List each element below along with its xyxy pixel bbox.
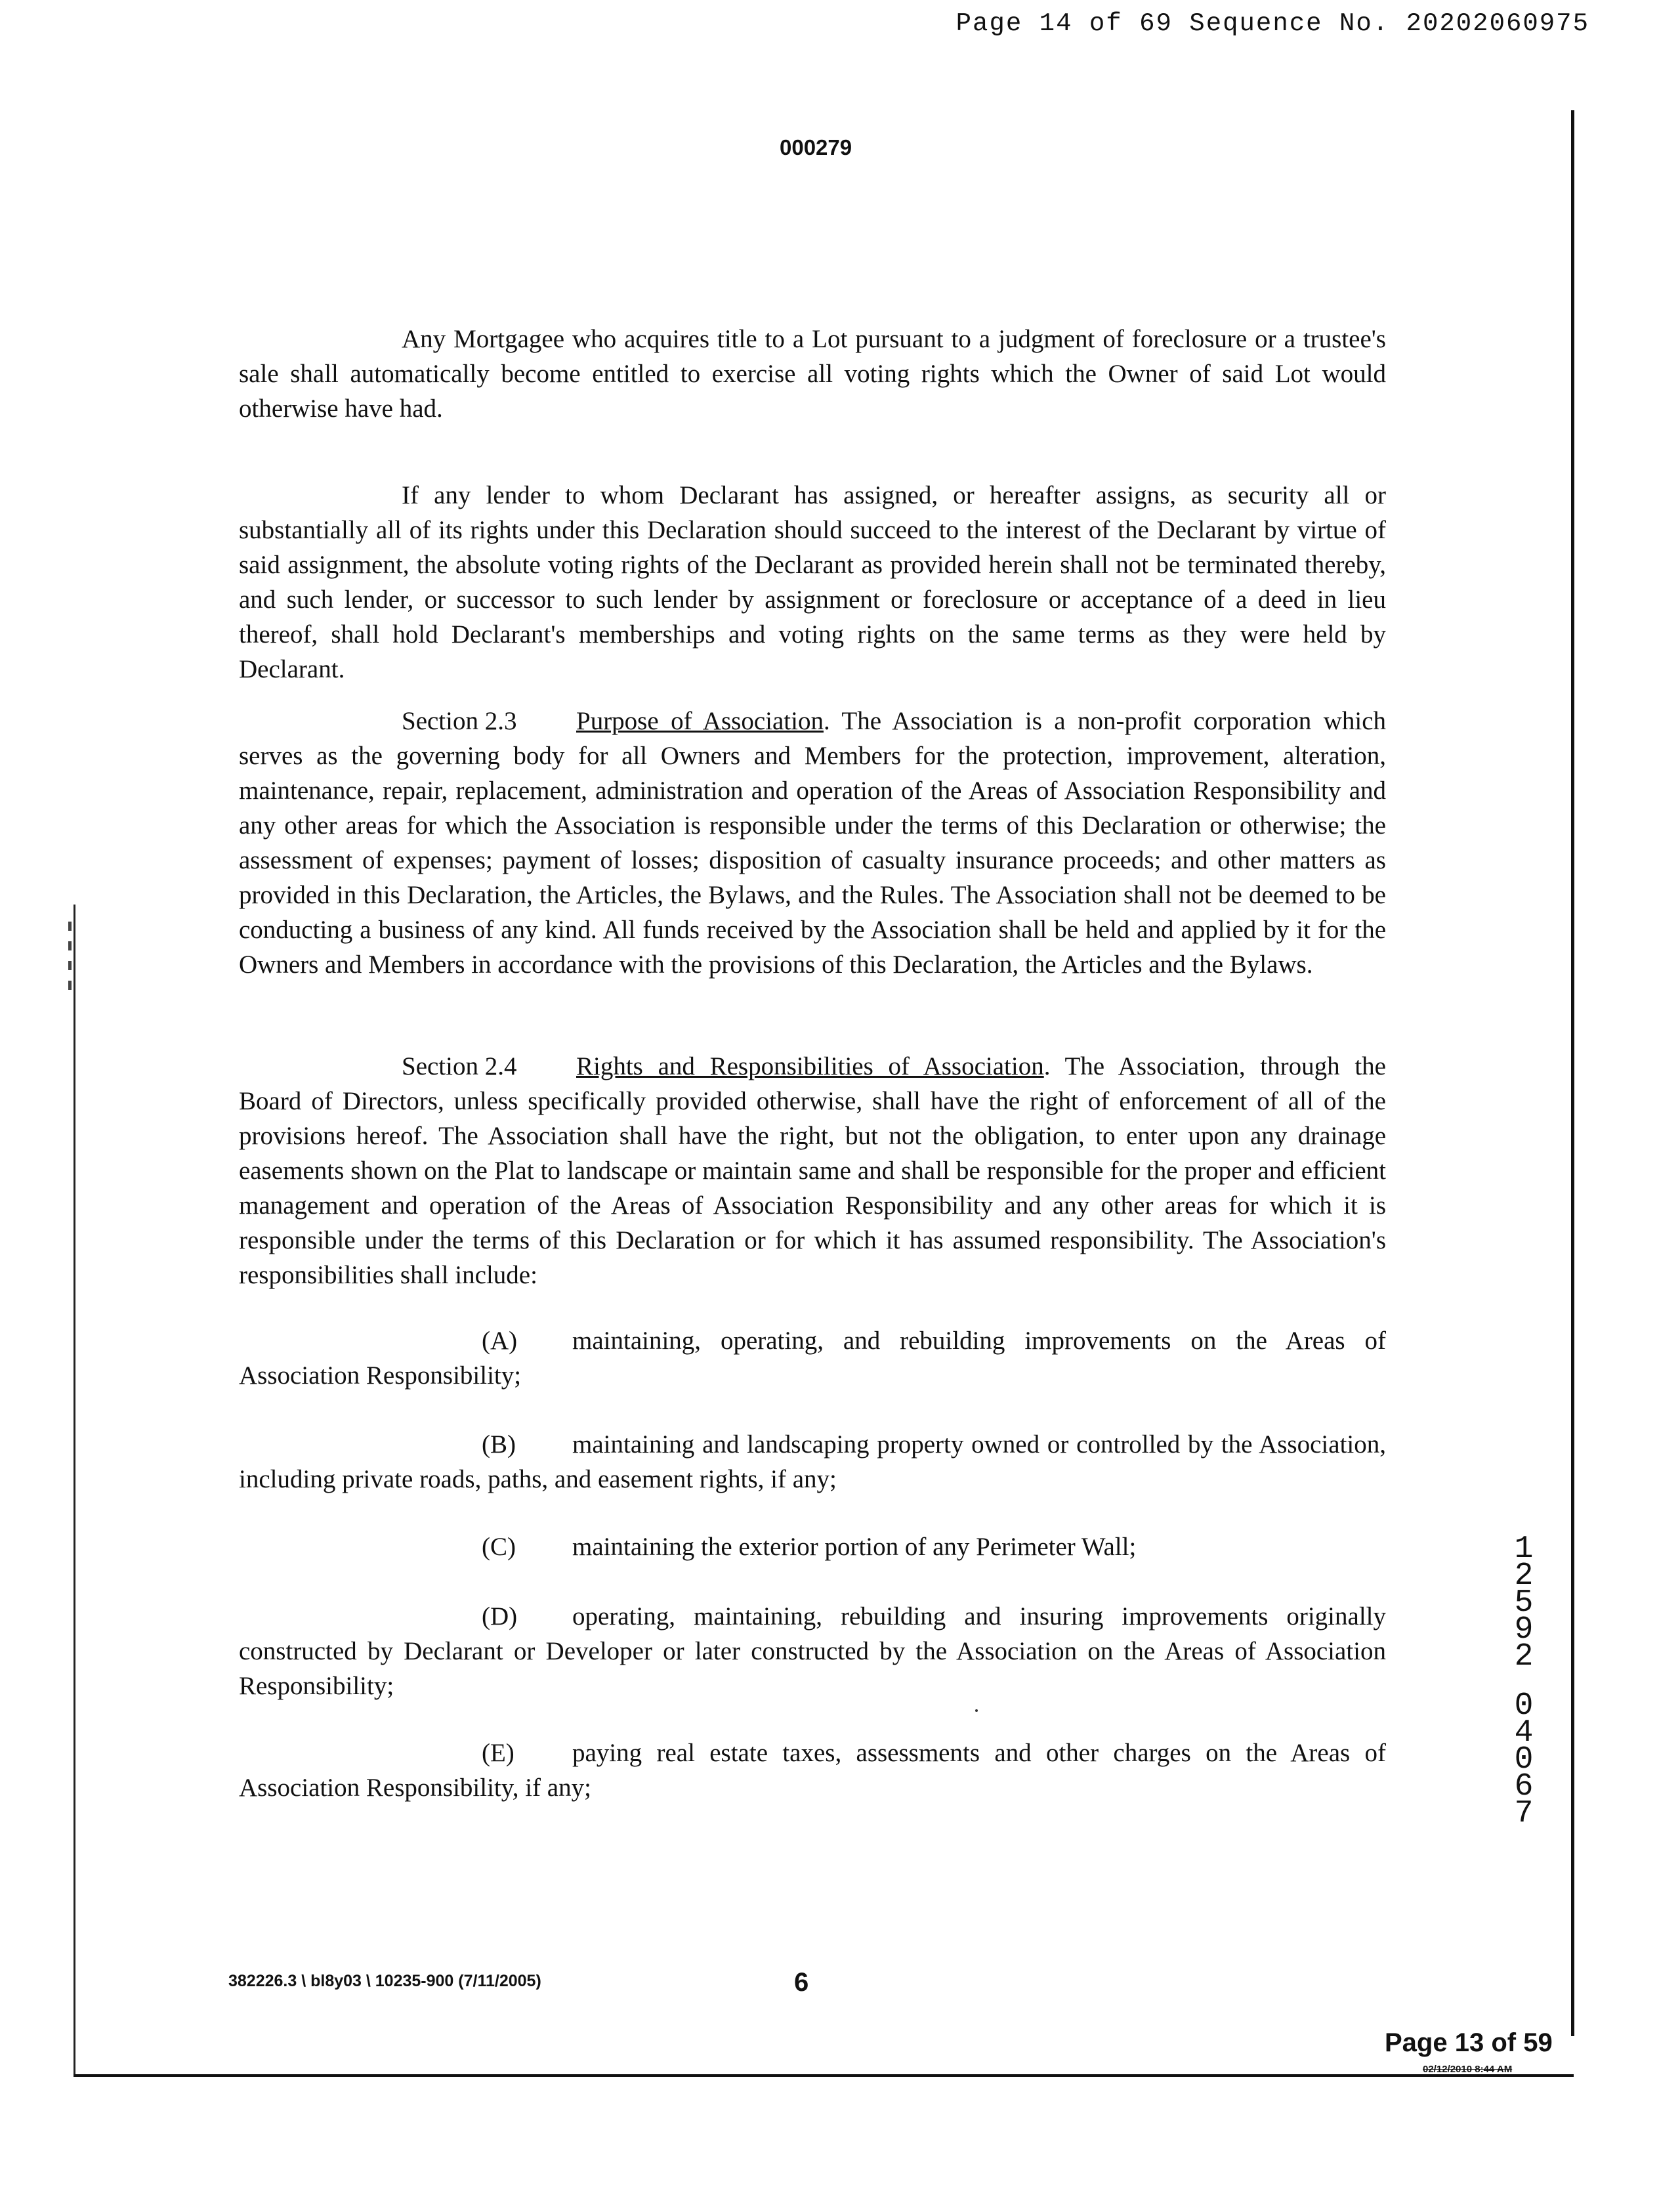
list-item-a xyxy=(239,1323,1386,1393)
list-item-d xyxy=(239,1599,1386,1703)
list-item-text: paying real estate taxes, assessments and other charges on the Areas of Association Responsibility, if any; xyxy=(239,1739,1386,1802)
left-margin-rule xyxy=(74,905,75,2074)
stamp-digit: 2 xyxy=(1514,1639,1534,1674)
stamp-digit: 4 xyxy=(1514,1715,1534,1751)
list-item-c xyxy=(239,1529,1386,1564)
scan-speck xyxy=(975,1709,978,1712)
list-item-text: operating, maintaining, rebuilding and insuring improvements originally constructed by Declarant or Developer or later constructed by the Association on the Areas of Association Responsibility; xyxy=(239,1602,1386,1700)
list-item-letter: (E) xyxy=(482,1739,514,1767)
section-2-4-text: . The Association, through the Board of Directors, unless specifically provided otherwise, shall have the right of enforcement of all of the provisions hereof. The Association shall have the right, but not the obligation, to enter upon any drainage easements shown on the Plat to landscape or maintain same and shall be responsible for the proper and efficient management and operation of the Areas of Association Responsibility and any other areas for which it is responsible under the terms of this Declaration or for which it has assumed responsibility. The Association's responsibilities shall include: xyxy=(239,1052,1386,1289)
left-margin-tick xyxy=(68,961,72,970)
stamp-digit: 0 xyxy=(1514,1742,1534,1778)
stamp-digit: 9 xyxy=(1514,1612,1534,1648)
left-margin-tick xyxy=(68,981,72,990)
list-item-letter: (B) xyxy=(482,1430,516,1459)
footer-page-number: 6 xyxy=(794,1968,809,1997)
section-2-3 xyxy=(239,704,1386,982)
document-number: 000279 xyxy=(780,135,852,160)
right-margin-rule xyxy=(1571,110,1574,2036)
list-item-letter: (D) xyxy=(482,1602,518,1630)
section-2-4-number: Section 2.4 xyxy=(402,1052,517,1080)
section-2-4 xyxy=(239,1049,1386,1292)
paragraph-mortgagee: Any Mortgagee who acquires title to a Lot pursuant to a judgment of foreclosure or a trustee's sale shall automatically become entitled to exercise all voting rights which the Owner of said Lot would otherwise have had. xyxy=(239,325,1386,423)
stamp-digit: 0 xyxy=(1514,1688,1534,1724)
list-item-text: maintaining and landscaping property owned or controlled by the Association, including private roads, paths, and easement rights, if any; xyxy=(239,1430,1386,1493)
footer-file-reference: 382226.3 \ bl8y03 \ 10235-900 (7/11/2005) xyxy=(228,1972,541,1990)
page-of-stamp: Page 13 of 59 xyxy=(1385,2028,1553,2057)
vertical-recording-stamp xyxy=(1511,1531,1537,1831)
list-item-letter: (A) xyxy=(482,1327,518,1355)
section-2-3-number: Section 2.3 xyxy=(402,707,517,735)
list-item-text: maintaining the exterior portion of any Perimeter Wall; xyxy=(572,1533,1137,1561)
stamp-digit: 7 xyxy=(1514,1796,1534,1831)
paragraph-lender: If any lender to whom Declarant has assigned, or hereafter assigns, as security all or substantially all of its rights under this Declaration should succeed to the interest of the Declarant by virtue of said assignment, the absolute voting rights of the Declarant as provided herein shall not be terminated thereby, and such lender, or successor to such lender by assignment or foreclosure or acceptance of a deed in lieu thereof, shall hold Declarant's memberships and voting rights on the same terms as they were held by Declarant. xyxy=(239,481,1386,683)
stamp-digit: 1 xyxy=(1514,1531,1534,1567)
stamp-digit: 5 xyxy=(1514,1585,1534,1621)
recording-timestamp: 02/12/2010 8:44 AM xyxy=(1423,2064,1513,2075)
section-2-3-text: . The Association is a non-profit corporation which serves as the governing body for all Owners and Members for the protection, improvement, alteration, maintenance, repair, replacement, administration and operation of the Areas of Association Responsibility and any other areas for which the Association is responsible under the terms of this Declaration or otherwise; the assessment of expenses; payment of losses; disposition of casualty insurance proceeds; and other matters as provided in this Declaration, the Articles, the Bylaws, and the Rules. The Association shall not be deemed to be conducting a business of any kind. All funds received by the Association shall be held and applied by it for the Owners and Members in accordance with the provisions of this Declaration, the Articles and the Bylaws. xyxy=(239,707,1387,979)
list-item-text: maintaining, operating, and rebuilding improvements on the Areas of Association Responsibility; xyxy=(239,1327,1386,1390)
page-sequence-header: Page 14 of 69 Sequence No. 20202060975 xyxy=(956,9,1589,38)
section-2-4-title: Rights and Responsibilities of Association xyxy=(576,1052,1044,1080)
section-2-3-title: Purpose of Association xyxy=(576,707,824,735)
stamp-digit: 2 xyxy=(1514,1558,1534,1594)
list-item-b xyxy=(239,1427,1386,1497)
list-item-e xyxy=(239,1736,1386,1805)
left-margin-tick xyxy=(68,922,72,931)
list-item-letter: (C) xyxy=(482,1533,516,1561)
bottom-margin-rule xyxy=(74,2074,1574,2077)
left-margin-tick xyxy=(68,941,72,950)
stamp-digit: 6 xyxy=(1514,1769,1534,1804)
